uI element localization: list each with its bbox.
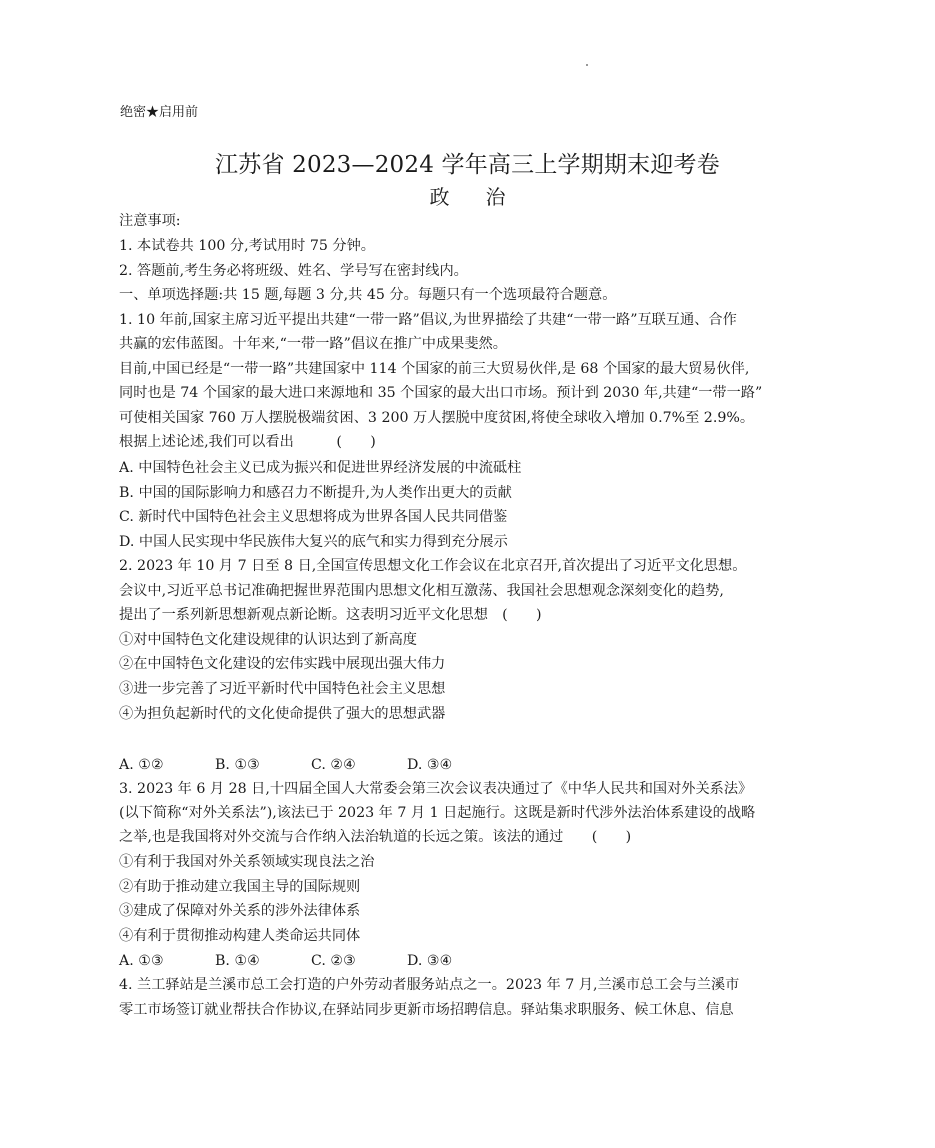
q3-statement: ②有助于推动建立我国主导的国际规则: [119, 879, 361, 895]
q3-stem-line: (以下简称“对外关系法”),该法已于 2023 年 7 月 1 日起施行。这既是新时代涉外法治体系建设的战略: [119, 805, 756, 821]
q2-option-b: B. ①③: [215, 757, 260, 773]
notice-item: 2. 答题前,考生务必将班级、姓名、学号写在密封线内。: [119, 263, 468, 279]
q2-stem-line: 2. 2023 年 10 月 7 日至 8 日,全国宣传思想文化工作会议在北京召开,首次提出了习近平文化思想。: [119, 558, 747, 574]
q2-statement: ④为担负起新时代的文化使命提供了强大的思想武器: [119, 706, 446, 722]
q2-statement: ②在中国特色文化建设的宏伟实践中展现出强大伟力: [119, 656, 446, 672]
subject-title: 政治: [429, 185, 542, 209]
q2-option-a: A. ①②: [119, 757, 164, 773]
q2-option-d: D. ③④: [407, 757, 453, 773]
q2-stem-line: 提出了一系列新思想新观点新论断。这表明习近平文化思想 ( ): [119, 607, 542, 623]
q4-stem-line: 零工市场签订就业帮扶合作协议,在驿站同步更新市场招聘信息。驿站集求职服务、候工休息、信息: [119, 1002, 734, 1018]
q3-options: [119, 951, 452, 971]
q3-stem-line: 3. 2023 年 6 月 28 日,十四届全国人大常委会第三次会议表决通过了《中华人民共和国对外关系法》: [119, 781, 753, 797]
q2-statement: ①对中国特色文化建设规律的认识达到了新高度: [119, 632, 417, 648]
q2-option-c: C. ②④: [311, 757, 356, 773]
q1-stem-line: 同时也是 74 个国家的最大进口来源地和 35 个国家的最大出口市场。预计到 2030 年,共建“一带一路”: [119, 385, 763, 401]
q3-option-c: C. ②③: [311, 953, 356, 969]
q3-stem-line: 之举,也是我国将对外交流与合作纳入法治轨道的长远之策。该法的通过 ( ): [119, 829, 632, 845]
q3-option-b: B. ①④: [215, 953, 260, 969]
q3-statement: ③建成了保障对外关系的涉外法律体系: [119, 903, 361, 919]
section-heading: 一、单项选择题:共 15 题,每题 3 分,共 45 分。每题只有一个选项最符合题意。: [119, 287, 617, 303]
q4-stem-line: 4. 兰工驿站是兰溪市总工会打造的户外劳动者服务站点之一。2023 年 7 月,兰溪市总工会与兰溪市: [119, 977, 740, 993]
secret-mark: 绝密★启用前: [120, 105, 199, 120]
q3-option-a: A. ①③: [119, 953, 164, 969]
notice-item: 1. 本试卷共 100 分,考试用时 75 分钟。: [119, 238, 375, 254]
q1-stem-line: 根据上述论述,我们可以看出 ( ): [119, 434, 376, 450]
q2-stem-line: 会议中,习近平总书记准确把握世界范围内思想文化相互激荡、我国社会思想观念深刻变化的趋势,: [119, 583, 724, 599]
q1-option-d: D. 中国人民实现中华民族伟大复兴的底气和实力得到充分展示: [119, 534, 508, 550]
q1-stem-line: 1. 10 年前,国家主席习近平提出共建“一带一路”倡议,为世界描绘了共建“一带一路”互联互通、合作: [119, 312, 737, 328]
q1-option-a: A. 中国特色社会主义已成为振兴和促进世界经济发展的中流砥柱: [119, 460, 522, 476]
q1-option-b: B. 中国的国际影响力和感召力不断提升,为人类作出更大的贡献: [119, 485, 512, 501]
q2-statement: ③进一步完善了习近平新时代中国特色社会主义思想: [119, 681, 446, 697]
q1-stem-line: 共赢的宏伟蓝图。十年来,“一带一路”倡议在推广中成果斐然。: [119, 336, 507, 352]
notice-heading: 注意事项:: [119, 213, 181, 229]
q3-option-d: D. ③④: [407, 953, 453, 969]
q1-option-c: C. 新时代中国特色社会主义思想将成为世界各国人民共同借鉴: [119, 509, 508, 525]
scan-dot: [586, 64, 588, 66]
q1-stem-line: 目前,中国已经是“一带一路”共建国家中 114 个国家的前三大贸易伙伴,是 68 个国家的最大贸易伙伴,: [119, 361, 750, 377]
q3-statement: ④有利于贯彻推动构建人类命运共同体: [119, 928, 361, 944]
q3-statement: ①有利于我国对外关系领域实现良法之治: [119, 854, 375, 870]
q1-stem-line: 可使相关国家 760 万人摆脱极端贫困、3 200 万人摆脱中度贫困,将使全球收入增加 0.7%至 2.9%。: [119, 410, 755, 426]
q2-options: [119, 755, 452, 775]
exam-title: 江苏省 2023—2024 学年高三上学期期末迎考卷: [215, 152, 720, 178]
